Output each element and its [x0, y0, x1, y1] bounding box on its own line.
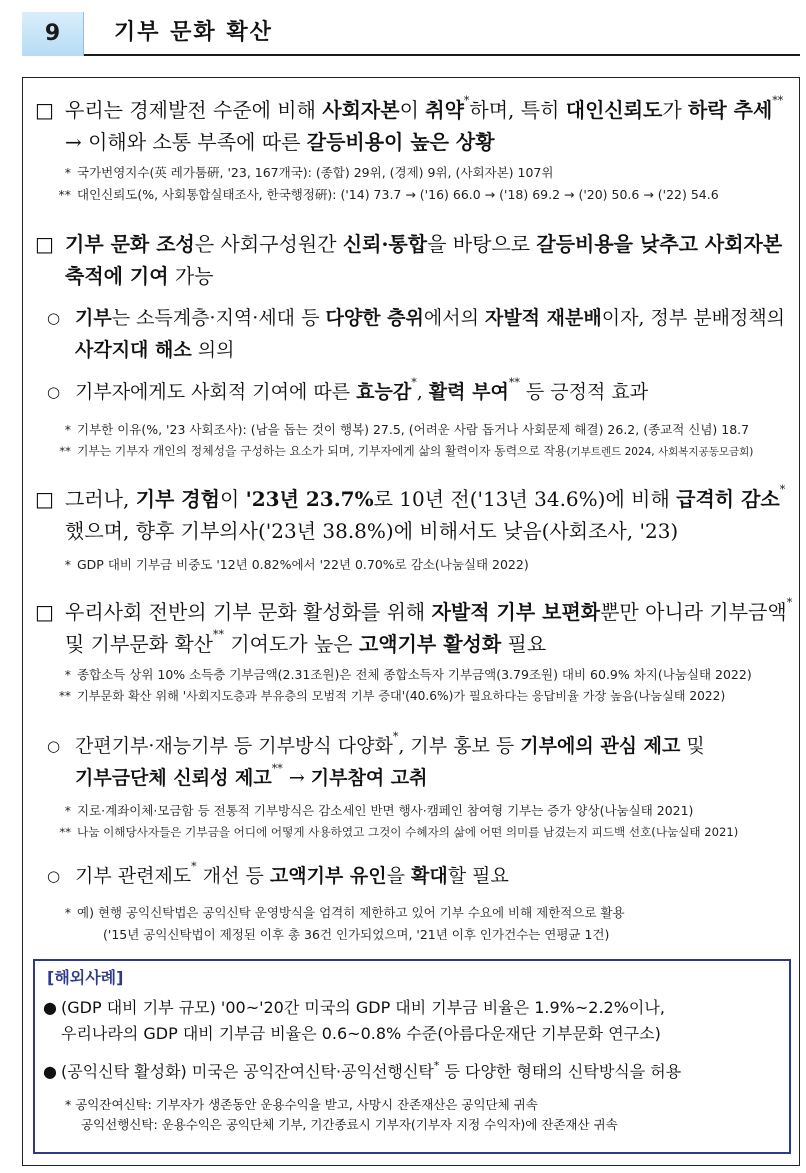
- square-bullet-icon: □: [35, 98, 54, 122]
- circle-item-3: [35, 730, 795, 794]
- paragraph-3-text: 그러나, 기부 경험이 '23년 23.7%로 10년 전('13년 34.6%)에 비해 급격히 감소*했으며, 향후 기부의사('23년 38.8%)에 비해서도 낮음(사회조사, '23): [65, 483, 786, 543]
- note-5-2: ** 나눔 이해당사자들은 기부금을 어디에 어떻게 사용하였고 그것이 수혜자의 삶에 어떤 의미를 남겼는지 피드백 선호(나눔실태 2021): [59, 825, 739, 839]
- circle-item-4: [35, 860, 795, 892]
- note-1-1: * 국가번영지수(英 레가툼硏, '23, 167개국): (종합) 29위, (경제) 9위, (사회자본) 107위: [64, 165, 554, 180]
- overseas-subnote-2: 공익선행신탁: 운용수익은 공익단체 기부, 기간종료시 기부자(기부자 지정 수익자)에 잔존재산 귀속: [81, 1117, 618, 1132]
- note-2-1: * 기부한 이유(%, '23 사회조사): (남을 돕는 것이 행복) 27.5, (어려운 사람 돕거나 사회문제 해결) 26.2, (종교적 신념) 18.7: [64, 422, 750, 437]
- square-bullet-icon: □: [35, 487, 54, 511]
- note-6-2: ('15년 공익신탁법이 제정된 이후 총 36건 인가되었으며, '21년 이후 인가건수는 연평균 1건): [103, 927, 610, 942]
- circle-bullet-icon: ○: [47, 309, 61, 327]
- note-6-1: * 예) 현행 공익신탁법은 공익신탁 운영방식을 엄격히 제한하고 있어 기부 수요에 비해 제한적으로 활용: [64, 905, 625, 920]
- note-2-2: ** 기부는 기부자 개인의 정체성을 구성하는 요소가 되며, 기부자에게 삶의 활력이자 동력으로 작용(기부트렌드 2024, 사회복지공동모금회): [59, 444, 754, 458]
- circle-item-2: [35, 376, 795, 408]
- section-number-badge: [22, 12, 84, 56]
- paragraph-3: [35, 483, 795, 547]
- overseas-subnote-1: * 공익잔여신탁: 기부자가 생존동안 운용수익을 받고, 사망시 잔존재산은 공익단체 귀속: [65, 1097, 538, 1112]
- paragraph-4: [35, 596, 795, 660]
- circle-item-3-text: 간편기부·재능기부 등 기부방식 다양화*, 기부 홍보 등 기부에의 관심 제고 및 기부금단체 신뢰성 제고** → 기부참여 고취: [75, 730, 705, 789]
- overseas-bullet-2: ● (공익신탁 활성화) 미국은 공익잔여신탁·공익선행신탁* 등 다양한 형태의 신탁방식을 허용: [43, 1059, 681, 1085]
- paragraph-2: [35, 228, 795, 292]
- overseas-title: [해외사례]: [47, 968, 124, 987]
- paragraph-2-text: 기부 문화 조성은 사회구성원간 신뢰·통합을 바탕으로 갈등비용을 낮추고 사회자본 축적에 기여 가능: [65, 232, 783, 288]
- note-1-2: ** 대인신뢰도(%, 사회통합실태조사, 한국행정硏): ('14) 73.7 → ('16) 66.0 → ('18) 69.2 → ('20) 50.6 → ('22) 54.6: [58, 187, 719, 202]
- bullet-dot-icon: ●: [43, 1062, 57, 1081]
- circle-item-2-text: 기부자에게도 사회적 기여에 따른 효능감*, 활력 부여** 등 긍정적 효과: [75, 376, 649, 403]
- paragraph-1-text: 우리는 경제발전 수준에 비해 사회자본이 취약*하며, 특히 대인신뢰도가 하락 추세** → 이해와 소통 부족에 따른 갈등비용이 높은 상황: [65, 94, 784, 154]
- circle-item-1: [35, 302, 795, 366]
- paragraph-4-text: 우리사회 전반의 기부 문화 활성화를 위해 자발적 기부 보편화뿐만 아니라 기부금액* 및 기부문화 확산** 기여도가 높은 고액기부 활성화 필요: [65, 596, 793, 656]
- circle-item-1-text: 기부는 소득계층·지역·세대 등 다양한 층위에서의 자발적 재분배이자, 정부 분배정책의 사각지대 해소 의의: [75, 307, 786, 361]
- circle-item-4-text: 기부 관련제도* 개선 등 고액기부 유인을 확대할 필요: [75, 860, 509, 887]
- square-bullet-icon: □: [35, 600, 54, 624]
- paragraph-1: [35, 94, 795, 158]
- note-3-1: * GDP 대비 기부금 비중도 '12년 0.82%에서 '22년 0.70%로 감소(나눔실태 2022): [64, 557, 529, 572]
- section-header: [22, 8, 800, 56]
- section-number: 9: [44, 21, 61, 46]
- overseas-bullet-1-cont: 우리나라의 GDP 대비 기부금 비율은 0.6~0.8% 수준(아름다운재단 기부문화 연구소): [61, 1024, 661, 1043]
- content-frame: [22, 77, 800, 1166]
- overseas-bullet-1: ● (GDP 대비 기부 규모) '00~'20간 미국의 GDP 대비 기부금 비율은 1.9%~2.2%이나,: [43, 995, 665, 1021]
- section-title: 기부 문화 확산: [114, 20, 273, 45]
- circle-bullet-icon: ○: [47, 737, 61, 755]
- bullet-dot-icon: ●: [43, 998, 57, 1017]
- square-bullet-icon: □: [35, 232, 54, 256]
- note-5-1: * 지로·계좌이체·모금함 등 전통적 기부방식은 감소세인 반면 행사·캠페인 참여형 기부는 증가 양상(나눔실태 2021): [64, 803, 694, 818]
- note-4-1: * 종합소득 상위 10% 소득층 기부금액(2.31조원)은 전체 종합소득자 기부금액(3.79조원) 대비 60.9% 차지(나눔실태 2022): [64, 667, 752, 682]
- circle-bullet-icon: ○: [47, 867, 61, 885]
- note-4-2: ** 기부문화 확산 위해 '사회지도층과 부유층의 모범적 기부 증대'(40.6%)가 필요하다는 응답비율 가장 높음(나눔실태 2022): [58, 689, 726, 703]
- overseas-cases-box: [33, 959, 791, 1154]
- circle-bullet-icon: ○: [47, 383, 61, 401]
